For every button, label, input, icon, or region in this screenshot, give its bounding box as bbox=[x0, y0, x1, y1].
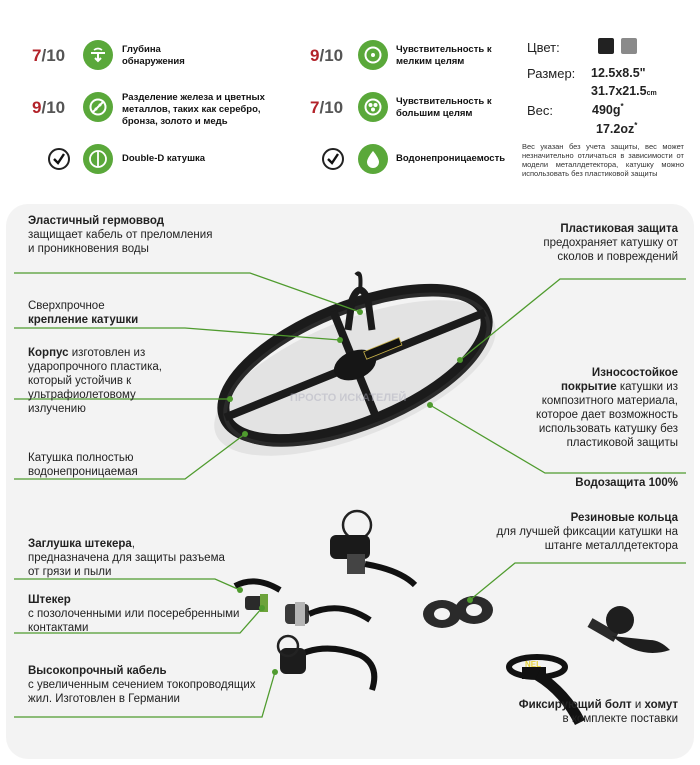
weight-ounces: 17.2oz* bbox=[596, 121, 638, 137]
weight-grams: 490g* bbox=[592, 102, 624, 118]
size-label: Размер: bbox=[527, 66, 576, 81]
callout-rubber-rings: Резиновые кольца для лучшей фиксации катушки на штанге металлдетектора bbox=[496, 512, 678, 552]
callout-waterproof: Катушка полностью водонепроницаемая bbox=[28, 452, 138, 478]
callout-plug-cap: Заглушка штекера, предназначена для защиты разъема от грязи и пыли bbox=[28, 538, 225, 578]
callout-cable-gland: Эластичный гермоввод защищает кабель от преломления и проникновения воды bbox=[28, 215, 213, 255]
callout-bolt-strap: Фиксирующий болт и хомут в комплекте поставки bbox=[518, 699, 678, 725]
rating-label-depth: Глубина обнаружения bbox=[122, 44, 185, 67]
strap-brand-label: NEL bbox=[525, 660, 541, 669]
rating-label-discrimination: Разделение железа и цветных металлов, таких как серебро, бронза, золото и медь bbox=[122, 92, 265, 127]
watermark: ПРОСТО ИСКАТЕЛЕЙ bbox=[290, 392, 407, 404]
callout-housing: Корпус изготовлен из ударопрочного пластика, который устойчив к ультрафиолетовому излучению bbox=[28, 347, 162, 415]
size-cm: 31.7x21.5cm bbox=[591, 84, 657, 98]
rating-score-large-target: 7/10 bbox=[310, 98, 344, 117]
callout-plastic-guard: Пластиковая защита предохраняет катушку от сколов и повреждений bbox=[543, 223, 678, 263]
weight-footnote: Вес указан без учета защиты, вес может незначительно отличаться в зависимости от модели металлдетектора, катушку можно использовать без пластиковой защиты bbox=[522, 142, 684, 178]
callout-coil-mount: Сверхпрочное крепление катушки bbox=[28, 300, 139, 326]
color-label: Цвет: bbox=[527, 40, 560, 55]
size-inches: 12.5x8.5" bbox=[591, 66, 646, 80]
feature-label-waterproof: Водонепроницаемость bbox=[396, 153, 506, 164]
rating-score-depth: 7/10 bbox=[32, 46, 66, 65]
callout-wear-coating: Износостойкое покрытие катушки из композитного материала, которое дает возможность использовать катушку без пластиковой защиты bbox=[536, 367, 678, 449]
weight-label: Вес: bbox=[527, 103, 554, 118]
callout-water-100: Водозащита 100% bbox=[575, 477, 678, 489]
rating-label-large-target: Чувствительность к большим целям bbox=[396, 96, 492, 119]
rating-score-discrimination: 9/10 bbox=[32, 98, 66, 117]
rating-label-small-target: Чувствительность к мелким целям bbox=[396, 44, 492, 67]
callout-plug: Штекер с позолоченными или посеребренными контактами bbox=[28, 594, 240, 634]
callout-cable: Высокопрочный кабель с увеличенным сечением токопроводящих жил. Изготовлен в Германии bbox=[28, 665, 256, 705]
feature-label-dd: Double-D катушка bbox=[122, 153, 206, 164]
rating-score-small-target: 9/10 bbox=[310, 46, 344, 65]
